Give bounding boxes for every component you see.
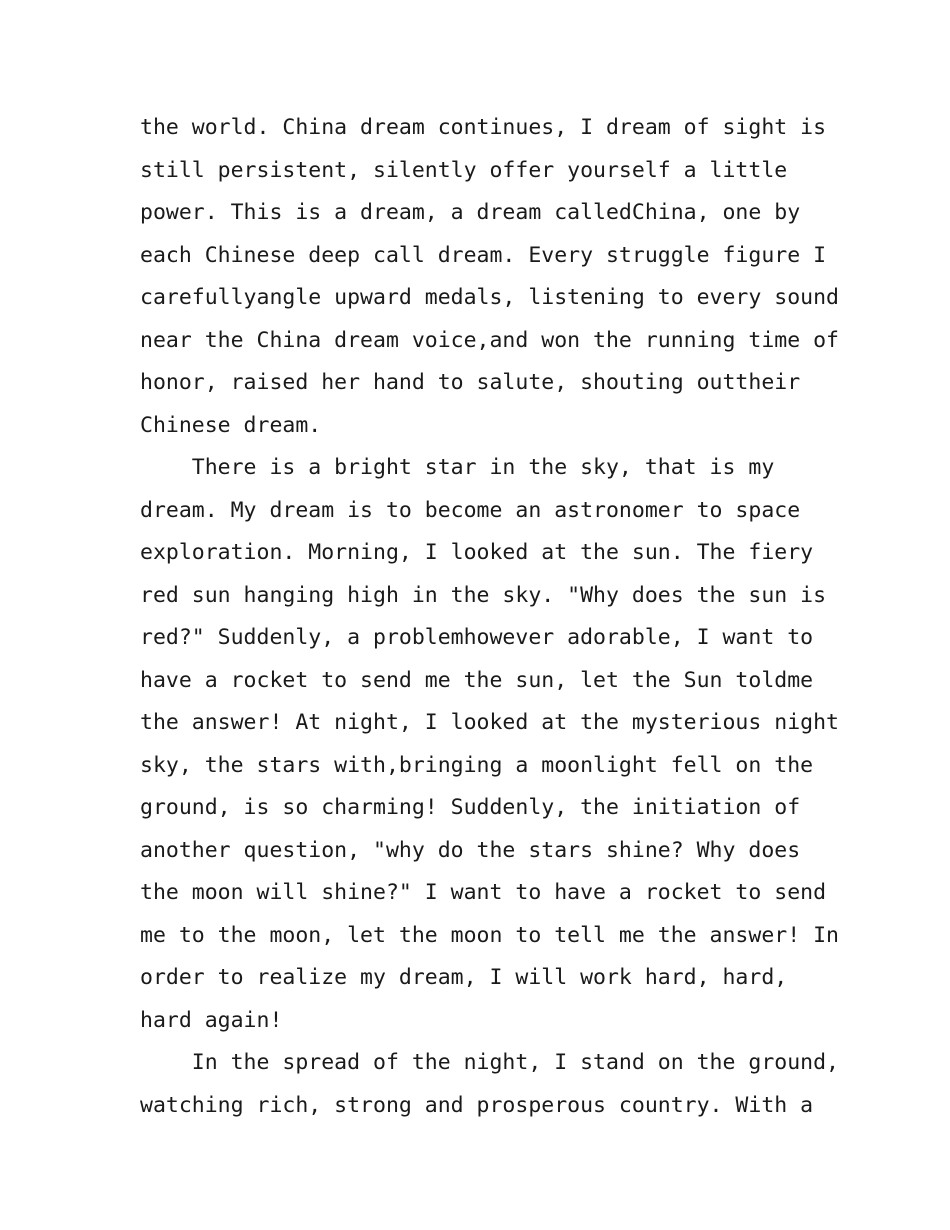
text-line: still persistent, silently offer yourself a little: [140, 157, 788, 183]
paragraph: [140, 107, 839, 447]
text-line: dream. My dream is to become an astronomer to space: [140, 497, 801, 523]
text-line: exploration. Morning, I looked at the sun. The fiery: [140, 540, 814, 565]
text-line: power. This is a dream, a dream calledChina, one by: [140, 200, 801, 225]
text-line: ground, is so charming! Suddenly, the initiation of: [140, 795, 801, 820]
text-line: There is a bright star in the sky, that is my: [140, 455, 775, 480]
text-line: sky, the stars with,bringing a moonlight fell on the: [140, 752, 814, 778]
text-line: the answer! At night, I looked at the mysterious night: [140, 710, 839, 735]
text-line: hard again!: [140, 1007, 283, 1033]
text-line: red?" Suddenly, a problemhowever adorable, I want to: [140, 625, 814, 650]
text-line: watching rich, strong and prosperous country. With a: [140, 1092, 814, 1118]
text-line: each Chinese deep call dream. Every struggle figure I: [140, 242, 827, 268]
text-line: another question, "why do the stars shine? Why does: [140, 837, 801, 863]
text-line: carefullyangle upward medals, listening to every sound: [140, 285, 839, 310]
text-line: Chinese dream.: [140, 412, 322, 438]
document-body: [140, 107, 839, 1127]
text-line: near the China dream voice,and won the running time of: [140, 327, 839, 353]
text-line: In the spread of the night, I stand on the ground,: [140, 1050, 839, 1075]
text-line: have a rocket to send me the sun, let the Sun toldme: [140, 667, 814, 693]
paragraph: [140, 1042, 839, 1127]
text-line: order to realize my dream, I will work hard, hard,: [140, 965, 788, 990]
text-line: the moon will shine?" I want to have a rocket to send: [140, 880, 827, 905]
text-line: me to the moon, let the moon to tell me the answer! In: [140, 922, 839, 948]
text-line: the world. China dream continues, I dream of sight is: [140, 115, 827, 140]
paragraph: [140, 447, 839, 1042]
text-line: red sun hanging high in the sky. "Why does the sun is: [140, 582, 827, 608]
text-line: honor, raised her hand to salute, shouting outtheir: [140, 370, 801, 395]
